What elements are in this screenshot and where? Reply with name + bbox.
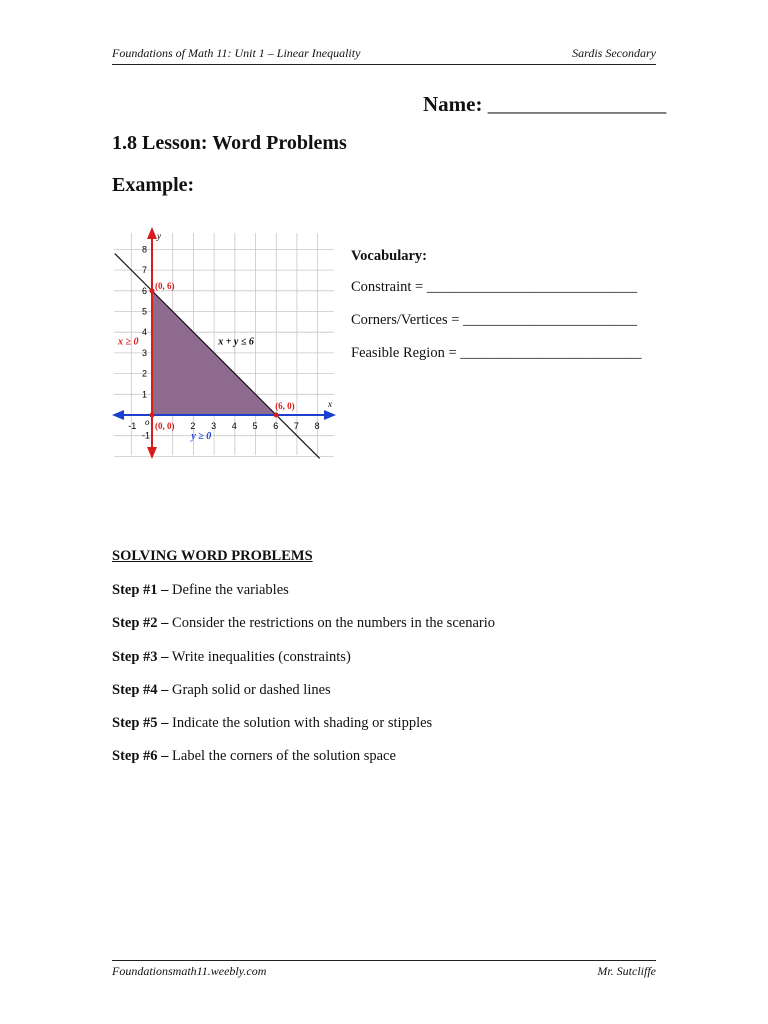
step-label: Step #4 – — [112, 681, 169, 698]
label-6-0: (6, 0) — [275, 401, 295, 411]
origin-label: o — [145, 417, 150, 427]
y-tick-label: 1 — [142, 389, 148, 400]
name-field — [423, 92, 666, 117]
y-tick-label: -1 — [142, 430, 151, 441]
name-blank: _________________ — [487, 92, 667, 116]
vertex-6-0 — [274, 413, 279, 418]
step-text: Consider the restrictions on the numbers in the scenario — [168, 615, 495, 632]
x-tick-label: 7 — [293, 421, 299, 431]
step-label: Step #5 – — [112, 715, 169, 732]
y-tick-label: 6 — [142, 285, 148, 296]
solving-title: SOLVING WORD PROBLEMS — [112, 548, 313, 564]
y-tick-label: 8 — [142, 244, 148, 255]
label-y-ge-0: y ≥ 0 — [191, 431, 212, 442]
vocab-feasible-region: Feasible Region = _________________________ — [351, 345, 642, 361]
y-tick-label: 7 — [142, 265, 148, 276]
step-label: Step #3 – — [112, 648, 169, 665]
y-tick-label: 3 — [142, 347, 148, 358]
x-tick-label: 3 — [211, 421, 217, 431]
footer-website: Foundationsmath11.weebly.com — [112, 964, 267, 978]
header-course: Foundations of Math 11: Unit 1 – Linear Inequality — [112, 46, 361, 60]
y-tick-label: 5 — [142, 306, 148, 317]
step-item — [112, 582, 495, 615]
vocabulary-title: Vocabulary: — [351, 248, 427, 264]
step-text: Indicate the solution with shading or stipples — [168, 715, 433, 732]
x-tick-label: 4 — [231, 421, 237, 431]
vocabulary-section — [351, 248, 642, 378]
y-tick-label: 2 — [142, 368, 148, 379]
step-item — [112, 715, 495, 748]
x-tick-label: 5 — [252, 421, 258, 431]
x-tick-label: 8 — [314, 421, 320, 431]
y-tick-label: 4 — [142, 327, 148, 338]
vocab-corners: Corners/Vertices = ________________________ — [351, 312, 638, 328]
label-0-0: (0, 0) — [155, 421, 175, 431]
step-text: Write inequalities (constraints) — [168, 648, 351, 665]
name-label: Name: — [423, 92, 483, 116]
step-label: Step #2 – — [112, 615, 169, 632]
step-item — [112, 615, 495, 648]
label-inequality-line: x + y ≤ 6 — [218, 336, 254, 348]
step-item — [112, 748, 495, 781]
y-axis-label: y — [157, 231, 161, 241]
steps-list — [112, 582, 495, 782]
lesson-title: 1.8 Lesson: Word Problems — [112, 132, 347, 154]
label-0-6: (0, 6) — [155, 280, 175, 291]
step-text: Label the corners of the solution space — [168, 748, 396, 765]
header-school: Sardis Secondary — [572, 46, 656, 60]
step-item — [112, 649, 495, 682]
x-tick-label: 2 — [190, 421, 196, 431]
page-header — [112, 46, 656, 65]
example-label: Example: — [112, 174, 195, 196]
x-tick-label: 6 — [273, 421, 279, 431]
vertex-0-0 — [150, 413, 155, 418]
step-text: Graph solid or dashed lines — [168, 681, 331, 698]
vocab-constraint: Constraint = _____________________________ — [351, 279, 638, 295]
inequality-graph — [110, 225, 342, 461]
page-footer — [112, 960, 656, 979]
x-tick-label: -1 — [128, 421, 137, 431]
step-text: Define the variables — [168, 582, 289, 598]
step-label: Step #6 – — [112, 748, 169, 765]
footer-author: Mr. Sutcliffe — [597, 964, 656, 978]
label-x-ge-0: x ≥ 0 — [118, 336, 139, 348]
x-axis-label: x — [328, 399, 332, 409]
vertex-0-6 — [150, 288, 155, 293]
step-label: Step #1 – — [112, 582, 169, 598]
step-item — [112, 682, 495, 715]
